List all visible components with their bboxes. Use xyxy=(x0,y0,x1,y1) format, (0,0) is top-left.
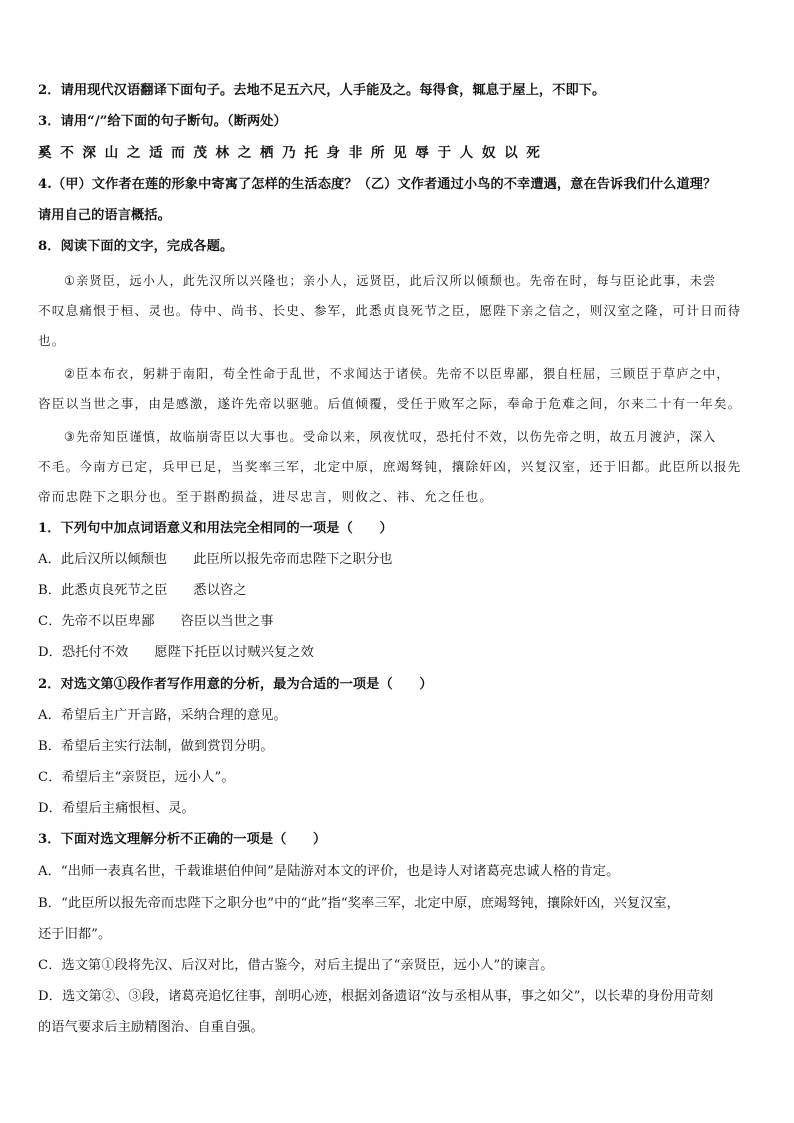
subquestion-2-option-d: D．希望后主痛恨桓、灵。 xyxy=(38,801,195,816)
question-2-translate: 2．请用现代汉语翻译下面句子。去地不足五六尺，人手能及之。每得食，辄息于屋上，不即下。 xyxy=(38,83,606,98)
subquestion-3-option-c: C．选文第①段将先汉、后汉对比，借古鉴今，对后主提出了“亲贤臣，远小人”的谏言。 xyxy=(38,958,554,973)
subquestion-1-stem: 1．下列句中加点词语意义和用法完全相同的一项是（ ） xyxy=(38,521,393,536)
subquestion-1-option-b xyxy=(38,582,768,600)
passage-paragraph-3-line-2: 不毛。今南方已定，兵甲已足，当奖率三军，北定中原，庶竭驽钝，攘除奸凶，兴复汉室，还于旧都。此臣所以报先 xyxy=(38,459,742,474)
option-a-phrase-2: 此臣所以报先帝而忠陛下之职分也 xyxy=(193,552,393,567)
question-4-line-2: 请用自己的语言概括。 xyxy=(38,208,171,223)
subquestion-3-stem: 3．下面对选文理解分析不正确的一项是（ ） xyxy=(38,832,327,847)
passage-paragraph-1-line-2: 不叹息痛恨于桓、灵也。侍中、尚书、长史、参军，此悉贞良死节之臣，愿陛下亲之信之，则汉室之隆，可计日而待 xyxy=(38,303,742,318)
subquestion-1-option-c xyxy=(38,613,768,631)
punctuation-sentence: 奚不深山之适而茂林之栖乃托身非所见辱于人奴以死 xyxy=(38,145,549,161)
option-label: A． xyxy=(38,552,61,567)
option-d-phrase-2: 愿陛下托臣以讨贼兴复之效 xyxy=(154,645,314,660)
subquestion-2-option-c: C．希望后主“亲贤臣，远小人”。 xyxy=(38,770,235,785)
subquestion-1-option-a xyxy=(38,551,768,569)
passage-paragraph-1-line-3: 也。 xyxy=(38,333,66,348)
option-b-phrase-1: 此悉贞良死节之臣 xyxy=(61,583,168,598)
option-label: D． xyxy=(38,645,62,660)
option-label: C． xyxy=(38,614,62,629)
option-b-phrase-2: 悉以咨之 xyxy=(193,583,247,598)
passage-paragraph-1-line-1: ①亲贤臣，远小人，此先汉所以兴隆也；亲小人，远贤臣，此后汉所以倾颓也。先帝在时，每与臣论此事，未尝 xyxy=(64,273,717,288)
passage-paragraph-3-line-3: 帝而忠陛下之职分也。至于斟酌损益，进尽忠言，则攸之、祎、允之任也。 xyxy=(38,489,494,504)
option-c-phrase-2: 咨臣以当世之事 xyxy=(180,614,274,629)
passage-paragraph-3-line-1: ③先帝知臣谨慎，故临崩寄臣以大事也。受命以来，夙夜忧叹，恐托付不效，以伤先帝之明，故五月渡泸，深入 xyxy=(64,429,717,444)
subquestion-3-option-d-line-1: D．选文第②、③段，诸葛亮追忆往事，剖明心迹，根据刘备遗诏“汝与丞相从事，事之如父”，以长辈的身份用苛刻 xyxy=(38,989,714,1004)
subquestion-2-option-a: A．希望后主广开言路，采纳合理的意见。 xyxy=(38,708,287,723)
option-d-phrase-1: 恐托付不效 xyxy=(61,645,129,660)
option-a-phrase-1: 此后汉所以倾颓也 xyxy=(60,552,168,567)
passage-paragraph-2-line-1: ②臣本布衣，躬耕于南阳，苟全性命于乱世，不求闻达于诸侯。先帝不以臣卑鄙，猥自枉屈，三顾臣于草庐之中， xyxy=(64,366,730,381)
subquestion-3-option-a: A．“出师一表真名世，千载谁堪伯仲间”是陆游对本文的评价，也是诗人对诸葛亮忠诚人格的肯定。 xyxy=(38,864,620,879)
question-4-line-1: 4.（甲）文作者在莲的形象中寄寓了怎样的生活态度？（乙）文作者通过小鸟的不幸遭遇，意在告诉我们什么道理？ xyxy=(38,177,717,192)
subquestion-2-stem: 2．对选文第①段作者写作用意的分析，最为合适的一项是（ ） xyxy=(38,677,433,692)
subquestion-3-option-b-line-1: B．“此臣所以报先帝而忠陛下之职分也”中的“此”指“奖率三军，北定中原，庶竭驽钝，攘除奸凶，兴复汉室， xyxy=(38,896,680,911)
subquestion-2-option-b: B．希望后主实行法制，做到赏罚分明。 xyxy=(38,739,274,754)
subquestion-3-option-b-line-2: 还于旧都”。 xyxy=(38,927,112,942)
question-3-punctuate: 3．请用“/”给下面的句子断句。（断两处） xyxy=(38,114,287,129)
section-8-heading: 8．阅读下面的文字，完成各题。 xyxy=(38,239,234,254)
subquestion-1-option-d xyxy=(38,644,768,662)
option-label: B． xyxy=(38,583,62,598)
passage-paragraph-2-line-2: 咨臣以当世之事，由是感激，遂许先帝以驱驰。后值倾覆，受任于败军之际，奉命于危难之间，尔来二十有一年矣。 xyxy=(38,396,742,411)
option-c-phrase-1: 先帝不以臣卑鄙 xyxy=(61,614,155,629)
subquestion-3-option-d-line-2: 的语气要求后主励精图治、自重自强。 xyxy=(38,1020,264,1035)
